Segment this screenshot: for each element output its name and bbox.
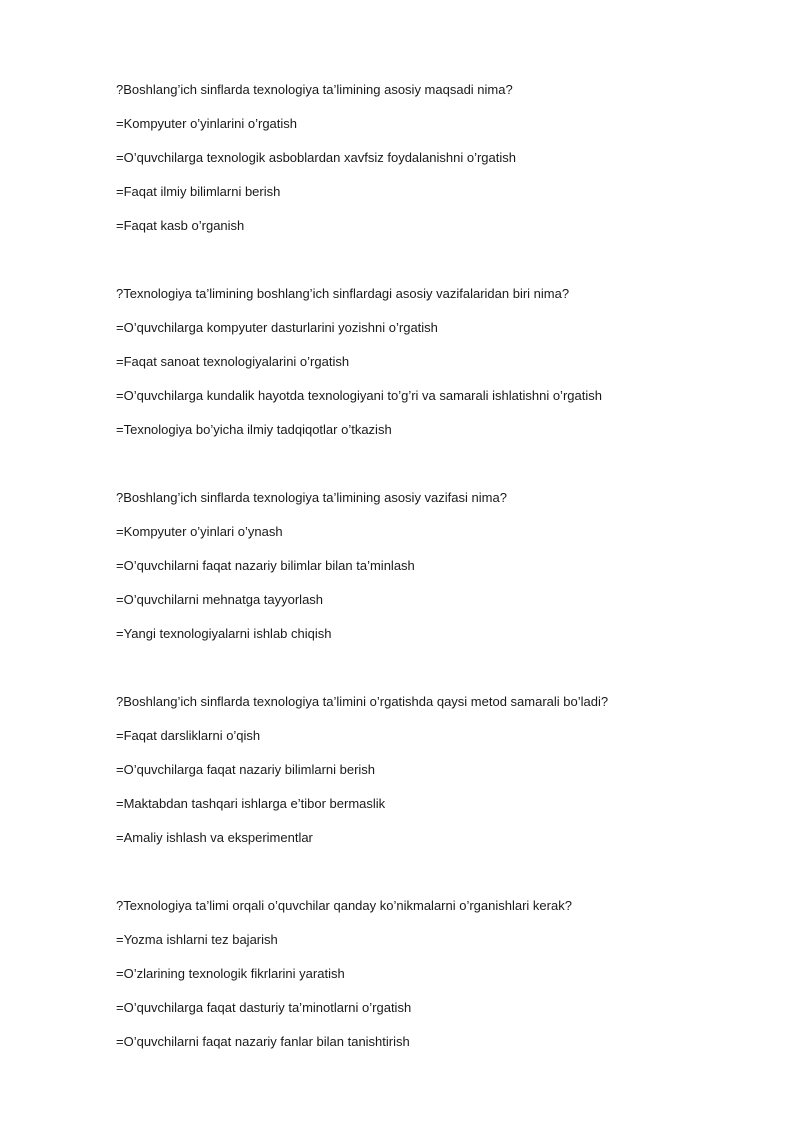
answer-option: =O’quvchilarga kompyuter dasturlarini yozishni o’rgatish: [116, 320, 438, 335]
answer-option: =Yozma ishlarni tez bajarish: [116, 932, 278, 947]
answer-option: =Faqat ilmiy bilimlarni berish: [116, 184, 281, 199]
answer-option: =O’quvchilarga texnologik asboblardan xavfsiz foydalanishni o’rgatish: [116, 150, 516, 165]
answer-option: =O’quvchilarni faqat nazariy bilimlar bilan ta’minlash: [116, 558, 415, 573]
question-block-3: [116, 481, 756, 651]
answer-option: =Amaliy ishlash va eksperimentlar: [116, 830, 313, 845]
answer-option: =Texnologiya bo’yicha ilmiy tadqiqotlar o’tkazish: [116, 422, 392, 437]
answer-option: =Maktabdan tashqari ishlarga e’tibor bermaslik: [116, 796, 386, 811]
answer-option: =O’quvchilarga faqat dasturiy ta’minotlarni o’rgatish: [116, 1000, 412, 1015]
answer-option: =Faqat sanoat texnologiyalarini o’rgatish: [116, 354, 350, 369]
answer-option: =O’quvchilarni mehnatga tayyorlash: [116, 592, 324, 607]
answer-option: =O’quvchilarni faqat nazariy fanlar bilan tanishtirish: [116, 1034, 410, 1049]
answer-option: =O’zlarining texnologik fikrlarini yaratish: [116, 966, 345, 981]
answer-option: =Faqat kasb o’rganish: [116, 218, 245, 233]
answer-option: =Faqat darsliklarni o’qish: [116, 728, 261, 743]
question-block-1: [116, 73, 756, 243]
question-text: ?Texnologiya ta’limi orqali o’quvchilar qanday ko’nikmalarni o’rganishlari kerak?: [116, 898, 572, 913]
answer-option: =Kompyuter o’yinlari o’ynash: [116, 524, 283, 539]
question-text: ?Texnologiya ta’limining boshlang’ich sinflardagi asosiy vazifalaridan biri nima?: [116, 286, 570, 301]
question-block-4: [116, 685, 756, 855]
question-text: ?Boshlang’ich sinflarda texnologiya ta’limini o’rgatishda qaysi metod samarali bo’ladi?: [116, 694, 609, 709]
quiz-content: [116, 73, 756, 1093]
question-block-2: [116, 277, 756, 447]
answer-option: =O’quvchilarga kundalik hayotda texnologiyani to’g’ri va samarali ishlatishni o’rgatish: [116, 388, 602, 403]
answer-option: =Yangi texnologiyalarni ishlab chiqish: [116, 626, 332, 641]
answer-option: =O’quvchilarga faqat nazariy bilimlarni berish: [116, 762, 376, 777]
question-block-5: [116, 889, 756, 1059]
question-text: ?Boshlang’ich sinflarda texnologiya ta’limining asosiy vazifasi nima?: [116, 490, 507, 505]
answer-option: =Kompyuter o’yinlarini o’rgatish: [116, 116, 298, 131]
question-text: ?Boshlang’ich sinflarda texnologiya ta’limining asosiy maqsadi nima?: [116, 82, 513, 97]
